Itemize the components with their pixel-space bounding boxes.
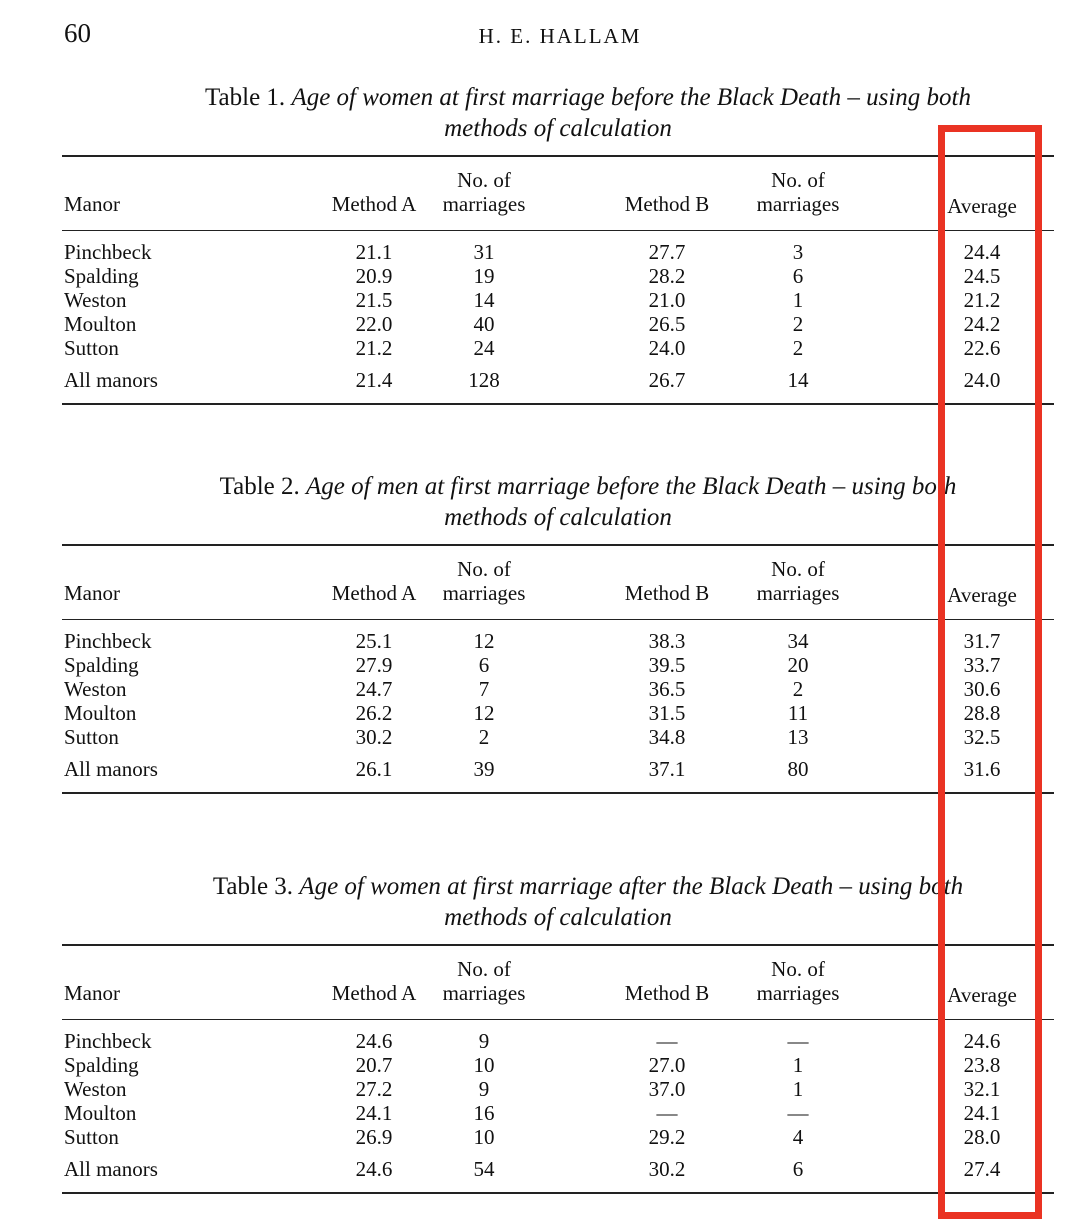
header-method-a: Method A xyxy=(331,981,417,1005)
method-b-value: 27.0 xyxy=(648,1053,686,1077)
total-method-b-value: 30.2 xyxy=(648,1157,686,1181)
average-value: 30.6 xyxy=(963,677,1001,701)
method-a-value: 21.2 xyxy=(355,336,393,360)
manor-name: Sutton xyxy=(64,725,119,749)
method-b-value: 39.5 xyxy=(648,653,686,677)
average-value: 24.1 xyxy=(963,1101,1001,1125)
marriages-b-count: 2 xyxy=(792,677,804,701)
header-manor: Manor xyxy=(64,192,120,216)
method-a-value: 20.7 xyxy=(355,1053,393,1077)
manor-name: Spalding xyxy=(64,1053,139,1077)
marriages-b-count: 13 xyxy=(787,725,809,749)
method-b-value: 27.7 xyxy=(648,240,686,264)
header-manor: Manor xyxy=(64,581,120,605)
marriages-b-count: 20 xyxy=(787,653,809,677)
marriages-b-count: 34 xyxy=(787,629,809,653)
method-a-value: 26.9 xyxy=(355,1125,393,1149)
marriages-b-count: 1 xyxy=(792,1053,804,1077)
marriages-a-count: 2 xyxy=(478,725,490,749)
header-rule xyxy=(62,619,1054,620)
table-title-line-1: Age of women at first marriage after the Black Death – using both xyxy=(299,873,964,900)
method-a-value: 24.6 xyxy=(355,1029,393,1053)
header-rule xyxy=(62,230,1054,231)
marriages-a-count: 10 xyxy=(473,1053,495,1077)
table-title-line-1: Age of women at first marriage before the Black Death – using both xyxy=(291,84,971,111)
average-value: 21.2 xyxy=(963,288,1001,312)
manor-name: Spalding xyxy=(64,653,139,677)
top-rule xyxy=(62,944,1054,946)
bottom-rule xyxy=(62,792,1054,794)
method-a-value: 20.9 xyxy=(355,264,393,288)
table-label: Table 2. xyxy=(219,473,300,500)
marriages-a-count: 16 xyxy=(473,1101,495,1125)
method-b-value: 28.2 xyxy=(648,264,686,288)
total-marriages-b-count: 14 xyxy=(787,368,809,392)
table-caption xyxy=(62,871,1054,933)
marriages-a-count: 7 xyxy=(478,677,490,701)
total-manor-name: All manors xyxy=(64,1157,158,1181)
method-b-value: — xyxy=(656,1101,678,1125)
marriages-a-count: 10 xyxy=(473,1125,495,1149)
total-method-b-value: 26.7 xyxy=(648,368,686,392)
table-title-line-1: Age of men at first marriage before the Black Death – using both xyxy=(306,473,957,500)
marriages-a-count: 9 xyxy=(478,1077,490,1101)
average-value: 24.4 xyxy=(963,240,1001,264)
average-value: 24.5 xyxy=(963,264,1001,288)
manor-name: Weston xyxy=(64,677,127,701)
table-caption xyxy=(62,82,1054,144)
method-b-value: 38.3 xyxy=(648,629,686,653)
bottom-rule xyxy=(62,403,1054,405)
method-a-value: 24.1 xyxy=(355,1101,393,1125)
method-b-value: 37.0 xyxy=(648,1077,686,1101)
method-b-value: 24.0 xyxy=(648,336,686,360)
method-b-value: 34.8 xyxy=(648,725,686,749)
method-a-value: 26.2 xyxy=(355,701,393,725)
manor-name: Weston xyxy=(64,1077,127,1101)
total-marriages-b-count: 80 xyxy=(787,757,809,781)
header-method-a: Method A xyxy=(331,581,417,605)
marriages-b-count: 4 xyxy=(792,1125,804,1149)
average-value: 32.1 xyxy=(963,1077,1001,1101)
header-no-of-a: No. of xyxy=(457,957,511,981)
method-a-value: 27.9 xyxy=(355,653,393,677)
total-marriages-a-count: 128 xyxy=(468,368,500,392)
top-rule xyxy=(62,155,1054,157)
marriages-b-count: 3 xyxy=(792,240,804,264)
average-value: 28.0 xyxy=(963,1125,1001,1149)
method-a-value: 21.1 xyxy=(355,240,393,264)
marriages-b-count: 1 xyxy=(792,1077,804,1101)
average-value: 24.2 xyxy=(963,312,1001,336)
manor-name: Pinchbeck xyxy=(64,240,152,264)
header-marriages-b: marriages xyxy=(756,581,840,605)
header-method-b: Method B xyxy=(624,192,710,216)
header-average: Average xyxy=(947,194,1017,218)
table-title-line-2: methods of calculation xyxy=(444,904,672,931)
method-b-value: 31.5 xyxy=(648,701,686,725)
table-label: Table 3. xyxy=(212,873,294,900)
manor-name: Weston xyxy=(64,288,127,312)
method-a-value: 30.2 xyxy=(355,725,393,749)
total-manor-name: All manors xyxy=(64,757,158,781)
manor-name: Moulton xyxy=(64,312,137,336)
marriages-b-count: 11 xyxy=(787,701,809,725)
method-b-value: — xyxy=(656,1029,678,1053)
header-method-b: Method B xyxy=(624,981,710,1005)
marriages-a-count: 40 xyxy=(473,312,495,336)
marriages-b-count: 6 xyxy=(792,264,804,288)
top-rule xyxy=(62,544,1054,546)
manor-name: Sutton xyxy=(64,1125,119,1149)
average-column-highlight xyxy=(938,125,1042,1219)
table-1 xyxy=(62,82,1054,392)
marriages-b-count: — xyxy=(787,1029,809,1053)
method-a-value: 25.1 xyxy=(355,629,393,653)
header-no-of-a: No. of xyxy=(457,168,511,192)
method-b-value: 36.5 xyxy=(648,677,686,701)
header-method-a: Method A xyxy=(331,192,417,216)
table-label: Table 1. xyxy=(205,84,286,111)
header-average: Average xyxy=(947,983,1017,1007)
header-marriages-b: marriages xyxy=(756,192,840,216)
method-a-value: 22.0 xyxy=(355,312,393,336)
header-no-of-a: No. of xyxy=(457,557,511,581)
method-a-value: 24.7 xyxy=(355,677,393,701)
average-value: 28.8 xyxy=(963,701,1001,725)
average-value: 23.8 xyxy=(963,1053,1001,1077)
method-a-value: 27.2 xyxy=(355,1077,393,1101)
manor-name: Pinchbeck xyxy=(64,1029,152,1053)
method-b-value: 29.2 xyxy=(648,1125,686,1149)
average-value: 24.6 xyxy=(963,1029,1001,1053)
total-marriages-b-count: 6 xyxy=(792,1157,804,1181)
marriages-a-count: 31 xyxy=(473,240,495,264)
marriages-b-count: — xyxy=(787,1101,809,1125)
header-marriages-a: marriages xyxy=(442,981,526,1005)
marriages-a-count: 19 xyxy=(473,264,495,288)
page-number: 60 xyxy=(64,18,91,48)
table-title-line-2: methods of calculation xyxy=(444,115,672,142)
marriages-b-count: 1 xyxy=(792,288,804,312)
total-average-value: 31.6 xyxy=(963,757,1001,781)
header-marriages-b: marriages xyxy=(756,981,840,1005)
table-2 xyxy=(62,471,1054,781)
marriages-a-count: 24 xyxy=(473,336,495,360)
total-method-a-value: 24.6 xyxy=(355,1157,393,1181)
average-value: 22.6 xyxy=(963,336,1001,360)
total-method-a-value: 21.4 xyxy=(355,368,393,392)
method-a-value: 21.5 xyxy=(355,288,393,312)
header-no-of-b: No. of xyxy=(771,168,825,192)
total-manor-name: All manors xyxy=(64,368,158,392)
header-method-b: Method B xyxy=(624,581,710,605)
total-marriages-a-count: 39 xyxy=(473,757,495,781)
average-value: 31.7 xyxy=(963,629,1001,653)
manor-name: Spalding xyxy=(64,264,139,288)
total-average-value: 27.4 xyxy=(963,1157,1001,1181)
marriages-a-count: 9 xyxy=(478,1029,490,1053)
marriages-a-count: 14 xyxy=(473,288,495,312)
header-marriages-a: marriages xyxy=(442,581,526,605)
marriages-a-count: 6 xyxy=(478,653,490,677)
header-no-of-b: No. of xyxy=(771,957,825,981)
manor-name: Pinchbeck xyxy=(64,629,152,653)
bottom-rule xyxy=(62,1192,1054,1194)
header-average: Average xyxy=(947,583,1017,607)
header-manor: Manor xyxy=(64,981,120,1005)
marriages-a-count: 12 xyxy=(473,701,495,725)
manor-name: Sutton xyxy=(64,336,119,360)
method-b-value: 21.0 xyxy=(648,288,686,312)
table-title-line-2: methods of calculation xyxy=(444,504,672,531)
average-value: 33.7 xyxy=(963,653,1001,677)
marriages-a-count: 12 xyxy=(473,629,495,653)
header-no-of-b: No. of xyxy=(771,557,825,581)
table-caption xyxy=(62,471,1054,533)
marriages-b-count: 2 xyxy=(792,312,804,336)
manor-name: Moulton xyxy=(64,701,137,725)
marriages-b-count: 2 xyxy=(792,336,804,360)
header-marriages-a: marriages xyxy=(442,192,526,216)
header-rule xyxy=(62,1019,1054,1020)
total-method-a-value: 26.1 xyxy=(355,757,393,781)
total-method-b-value: 37.1 xyxy=(648,757,686,781)
method-b-value: 26.5 xyxy=(648,312,686,336)
total-marriages-a-count: 54 xyxy=(473,1157,495,1181)
running-head: H. E. HALLAM xyxy=(478,24,642,48)
total-average-value: 24.0 xyxy=(963,368,1001,392)
manor-name: Moulton xyxy=(64,1101,137,1125)
table-3 xyxy=(62,871,1054,1181)
average-value: 32.5 xyxy=(963,725,1001,749)
